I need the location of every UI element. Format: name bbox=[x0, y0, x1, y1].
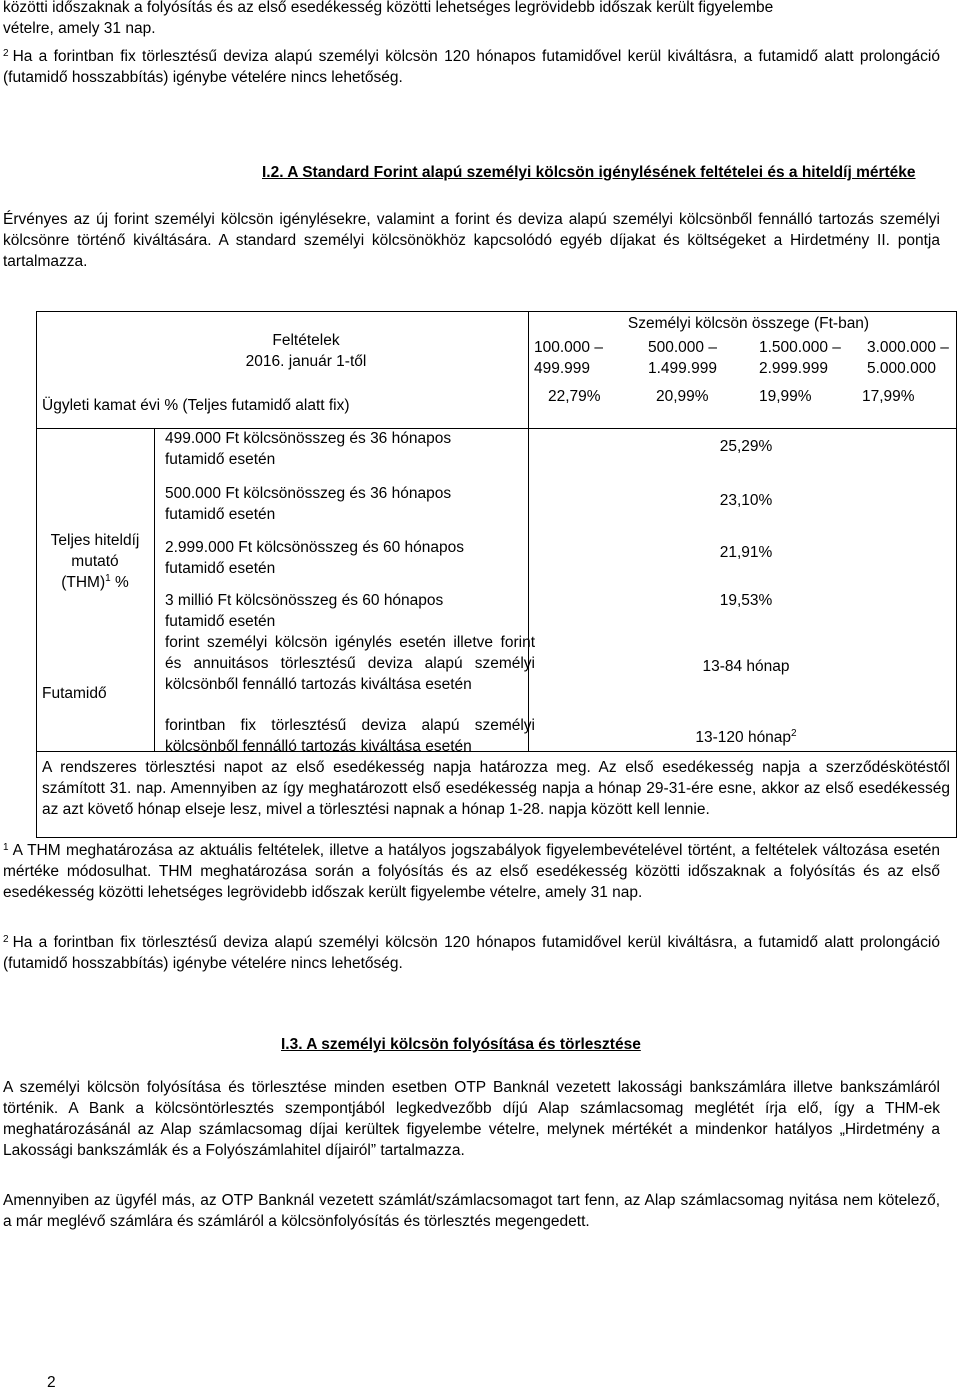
footnote-marker: 2 bbox=[3, 48, 9, 59]
section-2-heading: I.2. A Standard Forint alapú személyi kölcsön igénylésének feltételei és a hiteldíj mértéke bbox=[262, 164, 916, 181]
footnote-marker: 1 bbox=[3, 842, 9, 853]
term-row-2: forintban fix törlesztésű deviza alapú személyi kölcsönből fennálló tartozás kiváltása esetén bbox=[165, 717, 535, 755]
range-3: 1.500.000 – 2.999.999 bbox=[759, 339, 841, 377]
thm-row-2: 500.000 Ft kölcsönösszeg és 36 hónapos futamidő esetén bbox=[165, 485, 452, 523]
thm-label: Teljes hiteldíj mutató (THM)$^1$ % bbox=[50, 532, 140, 591]
term-value-1: 13-84 hónap bbox=[702, 658, 790, 675]
top-fragment-line1: közötti időszaknak a folyósítás és az első esedékesség közötti lehetséges legrövidebb időszak került figyelembe bbox=[3, 0, 774, 16]
interest-value-3: 19,99% bbox=[759, 388, 812, 405]
term-value-2: 13-120 hónap$^2$ bbox=[695, 728, 797, 746]
table-note: A rendszeres törlesztési napot az első esedékesség napja határozza meg. Az első esedékesség napja a szerződéskötéstől számított 31. nap. Amennyiben az így meghatározott első esedékesség napja a hónap 29-31-ére esne, akkor az első esedékesség az azt követő hónap elseje lesz, mivel a törlesztési napnak a hónap 1-28. napja között kell lennie. bbox=[42, 759, 950, 818]
thm-value-1: 25,29% bbox=[719, 438, 773, 455]
top-fragment-line2: vételre, amely 31 nap. bbox=[3, 20, 156, 37]
footnote-text: A THM meghatározása az aktuális feltételek, illetve a hatályos jogszabályok figyelembevételével történt, a feltételek változása esetén mértéke módosulhat. THM meghatározása során a folyósítás és az első esedékesség közötti időszaknak a folyósítás és az első esedékesség közötti lehetséges legrövidebb időszak került figyelembe vételre, amely 31 nap. bbox=[3, 842, 940, 901]
thm-value-4: 19,53% bbox=[719, 592, 773, 609]
footnote-text: Ha a forintban fix törlesztésű deviza alapú személyi kölcsön 120 hónapos futamidővel kerül kiváltásra, a futamidő alatt prolongáció (futamidő hosszabbítás) igénybe vételére nincs lehetőség. bbox=[3, 934, 940, 972]
thm-row-4: 3 millió Ft kölcsönösszeg és 60 hónapos futamidő esetén bbox=[165, 592, 444, 630]
thm-value-3: 21,91% bbox=[719, 544, 773, 561]
conditions-label: Feltételek 2016. január 1-től bbox=[245, 332, 367, 370]
thm-value-2: 23,10% bbox=[719, 492, 773, 509]
footnote-text: Ha a forintban fix törlesztésű deviza alapú személyi kölcsön 120 hónapos futamidővel kerül kiváltásra, a futamidő alatt prolongáció (futamidő hosszabbítás) igénybe vételére nincs lehetőség. bbox=[3, 48, 940, 86]
footnote-2 bbox=[3, 932, 940, 974]
conditions-table bbox=[36, 311, 957, 838]
footnote-1 bbox=[3, 840, 940, 903]
range-1: 100.000 – 499.999 bbox=[534, 339, 603, 377]
amount-header: Személyi kölcsön összege (Ft-ban) bbox=[627, 315, 870, 332]
term-row-1: forint személyi kölcsön igénylés esetén illetve forint és annuitásos törlesztésű deviza alapú személyi kölcsönből fennálló tartozás kiváltása esetén bbox=[165, 634, 535, 693]
range-4: 3.000.000 – 5.000.000 bbox=[867, 339, 949, 377]
section-3-heading: I.3. A személyi kölcsön folyósítása és törlesztése bbox=[281, 1036, 641, 1053]
thm-row-3: 2.999.000 Ft kölcsönösszeg és 60 hónapos futamidő esetén bbox=[165, 539, 465, 577]
section-2-intro: Érvényes az új forint személyi kölcsön igénylésekre, valamint a forint és deviza alapú személyi kölcsönből fennálló tartozás személyi kölcsönre történő kiváltására. A standard személyi kölcsönökhöz kapcsolódó egyéb díjakat és költségeket a Hirdetmény II. pontja tartalmazza. bbox=[3, 211, 940, 270]
page-number: 2 bbox=[47, 1374, 56, 1391]
interest-label: Ügyleti kamat évi % (Teljes futamidő alatt fix) bbox=[42, 397, 350, 414]
interest-value-4: 17,99% bbox=[862, 388, 915, 405]
footnote-marker: 2 bbox=[3, 934, 9, 945]
interest-value-1: 22,79% bbox=[548, 388, 601, 405]
range-2: 500.000 – 1.499.999 bbox=[648, 339, 717, 377]
section-3-para-2: Amennyiben az ügyfél más, az OTP Banknál vezetett számlát/számlacsomagot tart fenn, az Alap számlacsomag nyitása nem kötelező, a már meglévő számlára és számláról a kölcsönfolyósítás és törlesztés megengedett. bbox=[3, 1192, 940, 1230]
term-label: Futamidő bbox=[42, 685, 107, 702]
thm-row-1: 499.000 Ft kölcsönösszeg és 36 hónapos futamidő esetén bbox=[165, 430, 452, 468]
section-3-para-1: A személyi kölcsön folyósítása és törlesztése minden esetben OTP Banknál vezetett lakossági bankszámlára illetve bankszámláról történik. A Bank a kölcsöntörlesztés szempontjából legkedvezőbb díjú Alap számlacsomag meglétét írja elő, így a THM-ek meghatározásánál az Alap számlacsomag díjai kerültek figyelembe vételre, melynek mértékét a mindenkor hatályos „Hirdetmény a Lakossági bankszámlák és a Folyószámlahitel díjairól” tartalmazza. bbox=[3, 1079, 940, 1159]
interest-value-2: 20,99% bbox=[656, 388, 709, 405]
top-footnote-2 bbox=[3, 46, 940, 88]
